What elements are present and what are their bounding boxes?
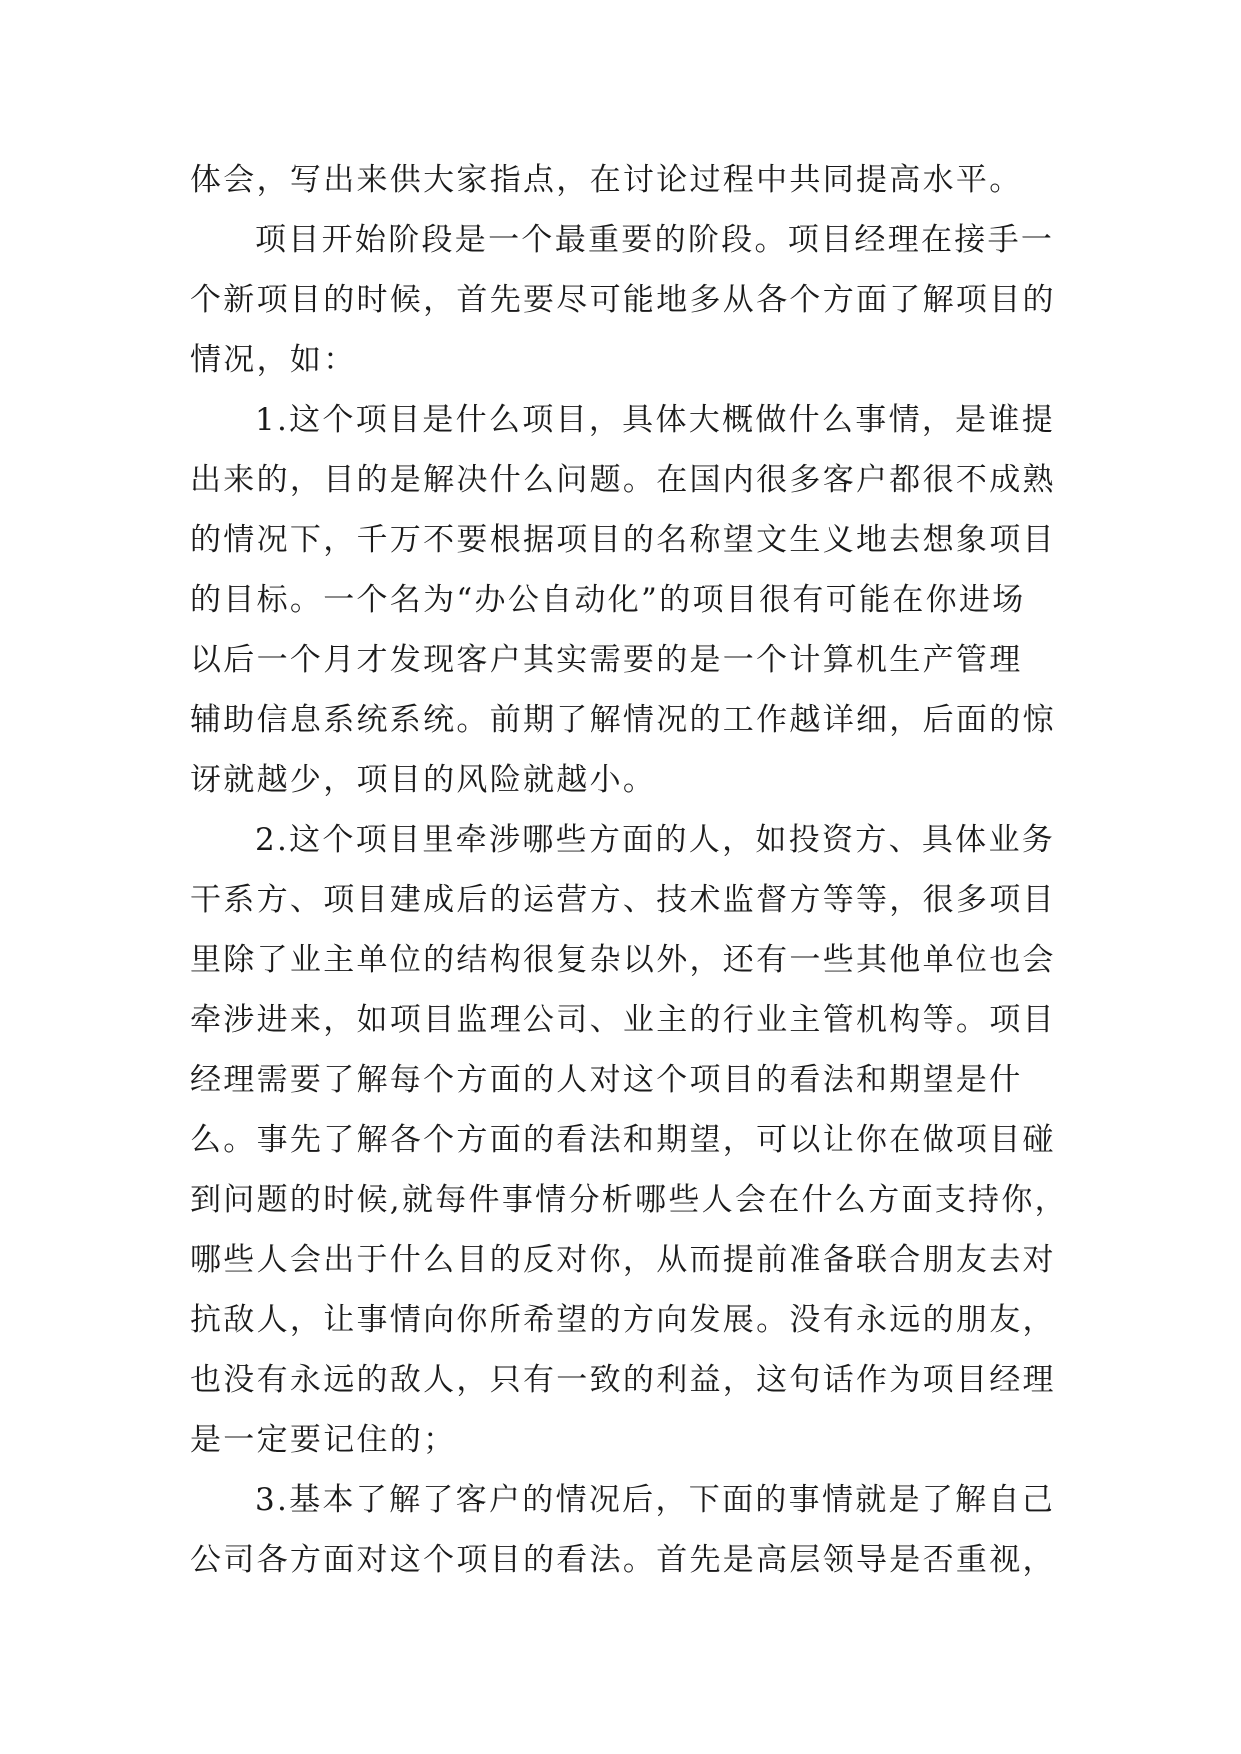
text-line: 么。事先了解各个方面的看法和期望，可以让你在做项目碰 xyxy=(190,1122,1056,1158)
text-line: 到问题的时候,就每件事情分析哪些人会在什么方面支持你， xyxy=(190,1182,1068,1218)
text-line: 也没有永远的敌人，只有一致的利益，这句话作为项目经理 xyxy=(190,1362,1056,1398)
text-line: 情况，如： xyxy=(190,342,357,378)
text-line: 辅助信息系统系统。前期了解情况的工作越详细，后面的惊 xyxy=(190,702,1056,738)
text-line: 是一定要记住的； xyxy=(190,1422,457,1458)
text-line: 以后一个月才发现客户其实需要的是一个计算机生产管理 xyxy=(190,642,1023,678)
text-line: 里除了业主单位的结构很复杂以外，还有一些其他单位也会 xyxy=(190,942,1056,978)
text-line: 牵涉进来，如项目监理公司、业主的行业主管机构等。项目 xyxy=(190,1002,1056,1038)
text-line: 3.基本了解了客户的情况后，下面的事情就是了解自己 xyxy=(255,1482,1056,1518)
text-line: 哪些人会出于什么目的反对你，从而提前准备联合朋友去对 xyxy=(190,1242,1056,1278)
text-line: 的目标。一个名为“办公自动化”的项目很有可能在你进场 xyxy=(190,582,1026,618)
text-line: 经理需要了解每个方面的人对这个项目的看法和期望是什 xyxy=(190,1062,1023,1098)
text-line: 的情况下，千万不要根据项目的名称望文生义地去想象项目 xyxy=(190,522,1056,558)
text-line: 公司各方面对这个项目的看法。首先是高层领导是否重视， xyxy=(190,1542,1056,1578)
text-line: 出来的，目的是解决什么问题。在国内很多客户都很不成熟 xyxy=(190,462,1056,498)
text-line: 体会，写出来供大家指点，在讨论过程中共同提高水平。 xyxy=(190,162,1023,198)
text-line: 个新项目的时候，首先要尽可能地多从各个方面了解项目的 xyxy=(190,282,1056,318)
text-line: 讶就越少，项目的风险就越小。 xyxy=(190,762,657,798)
text-line: 1.这个项目是什么项目，具体大概做什么事情，是谁提 xyxy=(255,402,1056,438)
text-line: 干系方、项目建成后的运营方、技术监督方等等，很多项目 xyxy=(190,882,1056,918)
text-line: 2.这个项目里牵涉哪些方面的人，如投资方、具体业务 xyxy=(255,822,1056,858)
document-body xyxy=(190,150,1068,1590)
text-line: 项目开始阶段是一个最重要的阶段。项目经理在接手一 xyxy=(255,222,1055,258)
text-line: 抗敌人，让事情向你所希望的方向发展。没有永远的朋友， xyxy=(190,1302,1056,1338)
